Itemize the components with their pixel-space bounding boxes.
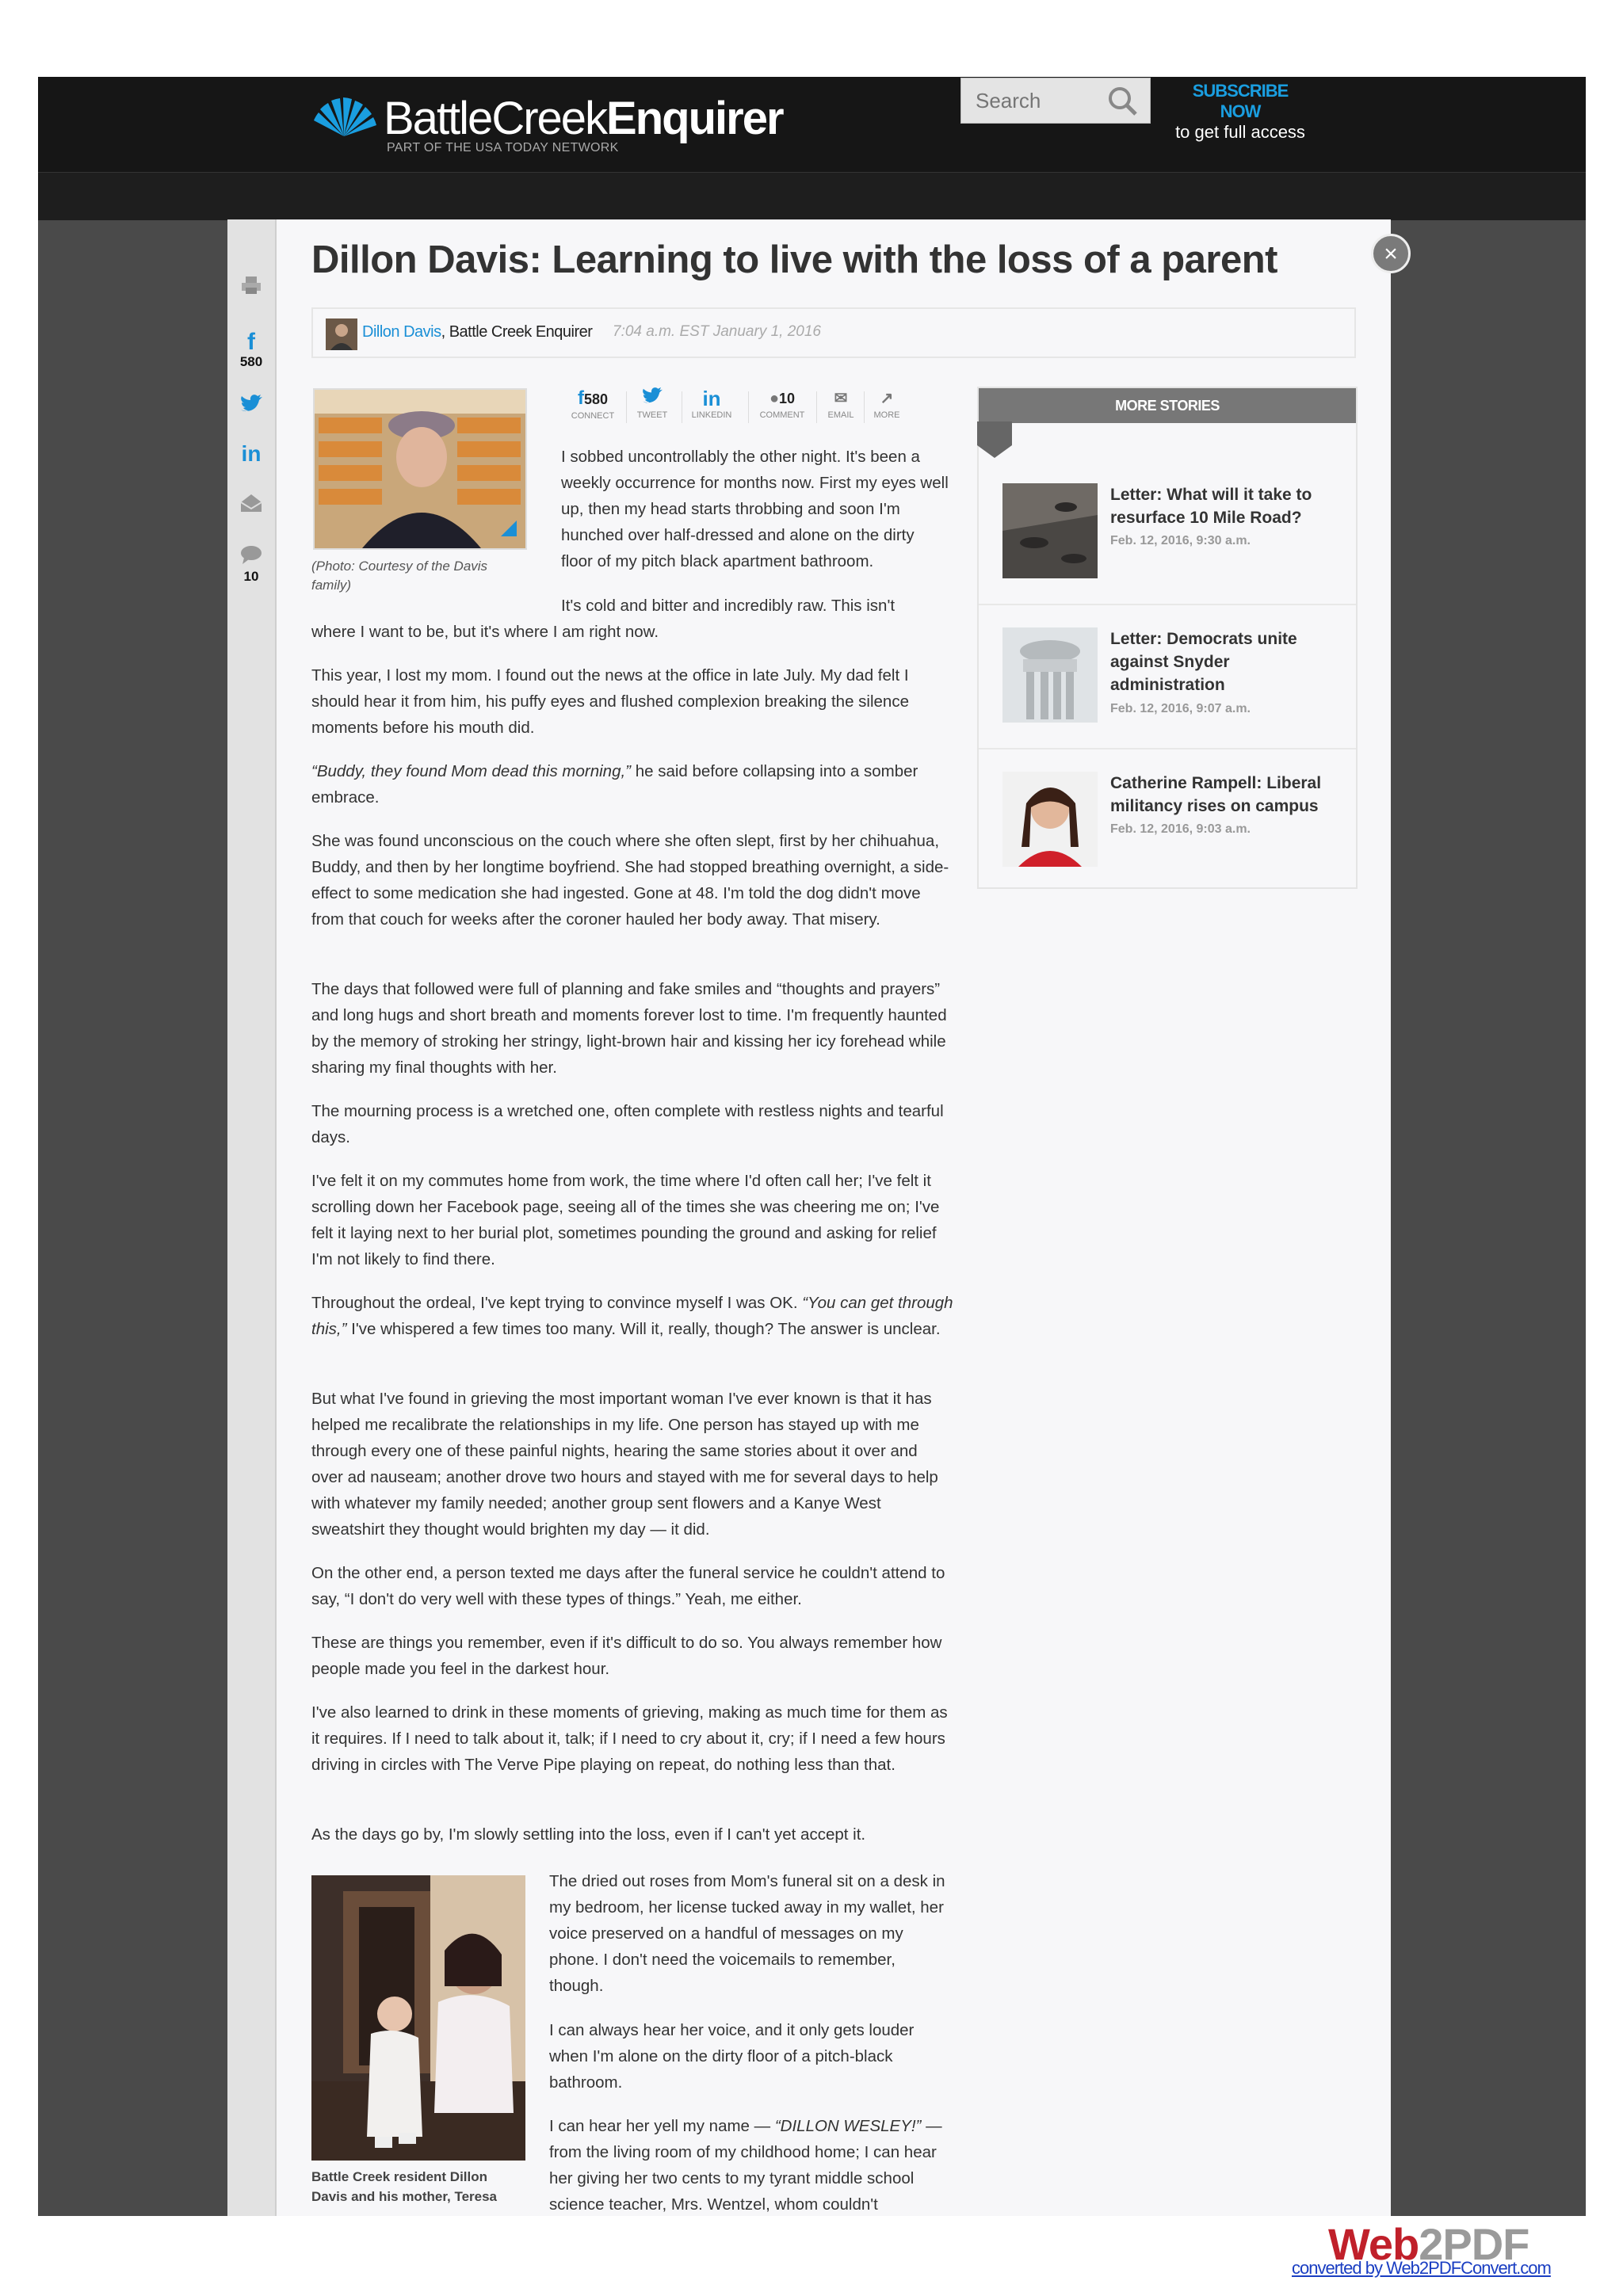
comment-count: 10 xyxy=(243,569,259,584)
twitter-icon xyxy=(632,387,672,410)
paragraph: But what I've found in grieving the most important woman I've ever known is that it has helped me recalibrate the relationships in my life. One person has stayed up with me through every one of these painful nights, hearing the same stories about it over and over ad nauseam; another drove two hours and stayed with me for several days to help with whatever my family needed; another group sent flowers and a Kanye West sweatshirt they thought would brighten my day — it did. xyxy=(311,1390,938,1539)
subscribe-title: SUBSCRIBE NOW xyxy=(1192,81,1289,121)
facebook-share-button[interactable] xyxy=(227,330,275,370)
twitter-share-button[interactable] xyxy=(227,394,275,418)
email-icon xyxy=(239,493,263,513)
author-avatar xyxy=(326,318,357,350)
story-thumbnail xyxy=(1002,627,1098,723)
paragraph: I can always hear her voice, and it only gets louder when I'm alone on the dirty floor of a pitch-black bathroom. xyxy=(549,2021,915,2092)
email-icon: ✉ xyxy=(834,390,848,407)
comment-icon: ●10 xyxy=(769,390,796,407)
share-email[interactable]: ✉ EMAIL xyxy=(821,387,861,420)
share-rail xyxy=(227,219,277,2216)
comment-icon xyxy=(239,544,263,565)
facebook-count: 580 xyxy=(239,354,263,369)
web2pdf-logo: Web2PDF xyxy=(1328,2219,1529,2269)
paragraph: She was found unconscious on the couch where she often slept, first by her chihuahua, Buddy, and then by her longtime boyfriend. She had stopped breathing overnight, a side-effect to some medication she had ingested. Gone at 48. I'm told the dog didn't move from that couch for weeks after the coroner hauled her body away. That misery. xyxy=(311,832,949,929)
close-icon: × xyxy=(1384,241,1398,267)
paragraph: These are things you remember, even if it's difficult to do so. You always remember how people made you feel in the darkest hour. xyxy=(311,1634,942,1678)
paragraph: The mourning process is a wretched one, often complete with restless nights and tearful days. xyxy=(311,1102,944,1146)
search-box[interactable] xyxy=(960,78,1151,124)
paragraph: This year, I lost my mom. I found out the news at the office in late July. My dad felt I should hear it from him, his puffy eyes and flushed complexion breaking the silence moments before his mouth did. xyxy=(311,666,909,737)
paragraph: On the other end, a person texted me days after the funeral service he couldn't attend to say, “I don't do very well with these types of things.” Yeah, me either. xyxy=(311,1564,945,1608)
story-title[interactable]: Letter: What will it take to resurface 10 Mile Road? xyxy=(1110,486,1312,527)
story-thumbnail xyxy=(1002,772,1098,867)
more-stories-panel xyxy=(977,387,1358,889)
share-connect[interactable]: f580 CONNECT xyxy=(569,387,617,421)
quote: “Buddy, they found Mom dead this morning,” xyxy=(311,762,631,780)
story-date: Feb. 12, 2016, 9:03 a.m. xyxy=(1110,822,1251,836)
author-line xyxy=(362,323,592,341)
paragraph: Throughout the ordeal, I've kept trying to convince myself I was OK. “You can get through this,” I've whispered a few times too many. Will it, really, though? The answer is unclear. xyxy=(311,1294,953,1338)
story-title[interactable]: Letter: Democrats unite against Snyder administration xyxy=(1110,630,1297,694)
close-button[interactable] xyxy=(1371,234,1411,273)
linkedin-icon: in xyxy=(241,441,262,466)
paragraph: I've felt it on my commutes home from work, the time where I'd often call her; I've felt it scrolling down her Facebook page, seeing all of the times she was cheering me on; I've felt it laying next to her burial plot, sometimes pounding the ground and asking for relief I'm not likely to find there. xyxy=(311,1172,940,1268)
quote: “DILLON WESLEY!” xyxy=(774,2117,922,2135)
subscribe-subtitle: to get full access xyxy=(1175,122,1305,142)
web2pdf-watermark xyxy=(1292,2217,1577,2296)
subscribe-link[interactable] xyxy=(1173,81,1308,143)
print-button[interactable] xyxy=(227,275,275,299)
web2pdf-link[interactable]: converted by Web2PDFConvert.com xyxy=(1292,2258,1551,2278)
email-share-button[interactable] xyxy=(227,493,275,517)
paragraph: “Buddy, they found Mom dead this morning,” he said before collapsing into a somber embrace. xyxy=(311,762,918,807)
story-date: Feb. 12, 2016, 9:07 a.m. xyxy=(1110,702,1251,715)
paragraph: As the days go by, I'm slowly settling into the loss, even if I can't yet accept it. xyxy=(311,1825,866,1844)
photo-caption: Battle Creek resident Dillon Davis and his mother, Teresa xyxy=(311,2169,497,2204)
facebook-icon: f580 xyxy=(577,387,609,409)
site-logo[interactable] xyxy=(311,93,783,157)
ribbon-fold-icon xyxy=(977,421,1014,458)
story-date: Feb. 12, 2016, 9:30 a.m. xyxy=(1110,534,1251,547)
linkedin-icon: in xyxy=(702,387,721,410)
share-more-icon: ↗ xyxy=(880,390,894,407)
paragraph: It's cold and bitter and incredibly raw. This isn't xyxy=(561,597,896,615)
quote: “You can get through this,” xyxy=(311,1294,953,1338)
search-input[interactable] xyxy=(974,88,1112,114)
brand-name: BattleCreekEnquirer xyxy=(384,93,783,144)
share-comment[interactable]: ●10 COMMENT xyxy=(754,387,810,420)
article-photo[interactable] xyxy=(313,388,527,550)
paragraph: I sobbed uncontrollably the other night. It's been a weekly occurrence for months now. First my eyes well up, then my head starts throbbing and soon I'm hunched over half-dressed and alone on the dirty floor of my pitch black apartment bathroom. xyxy=(561,448,949,570)
share-more[interactable]: ↗ MORE xyxy=(869,387,905,420)
brand-network: PART OF THE USA TODAY NETWORK xyxy=(387,141,619,154)
sunburst-logo-icon xyxy=(311,97,377,138)
more-stories-heading: MORE STORIES xyxy=(979,388,1356,423)
paragraph: I've also learned to drink in these moments of grieving, making as much time for them as it requires. If I need to talk about it, talk; if I need to cry about it, cry; if I need a few hours driving in circles with The Verve Pipe playing on repeat, do nothing less than that. xyxy=(311,1703,948,1774)
nav-bar xyxy=(38,172,1586,220)
share-linkedin[interactable]: in LINKEDIN xyxy=(688,387,735,420)
author-link[interactable]: Dillon Davis xyxy=(362,323,441,341)
story-thumbnail xyxy=(1002,483,1098,578)
twitter-icon xyxy=(239,394,263,414)
site-header xyxy=(38,77,1586,172)
paragraph: I can hear her yell my name — “DILLON WESLEY!” — from the living room of my childhood home; I can hear her giving her two cents to my tyrant middle school science teacher, Mrs. Wentzel, whom couldn't xyxy=(549,2117,942,2214)
linkedin-share-button[interactable] xyxy=(227,441,275,467)
print-icon xyxy=(240,275,262,296)
paragraph: The dried out roses from Mom's funeral sit on a desk in my bedroom, her license tucked away in my wallet, her voice preserved on a handful of messages on my phone. I don't need the voicemails to remember, though. xyxy=(549,1872,945,1995)
article-headline: Dillon Davis: Learning to live with the loss of a parent xyxy=(311,238,1277,281)
story-title[interactable]: Catherine Rampell: Liberal militancy rises on campus xyxy=(1110,774,1322,815)
search-icon[interactable] xyxy=(1106,85,1140,120)
facebook-icon: f xyxy=(247,329,255,355)
publish-date: 7:04 a.m. EST January 1, 2016 xyxy=(613,323,821,340)
family-photo[interactable] xyxy=(311,1875,525,2161)
photo-caption: (Photo: Courtesy of the Davis family) xyxy=(311,559,488,593)
share-tweet[interactable]: TWEET xyxy=(632,387,672,420)
author-org: , Battle Creek Enquirer xyxy=(441,323,593,341)
byline xyxy=(311,307,1356,358)
paragraph: The days that followed were full of planning and fake smiles and “thoughts and prayers” and long hugs and short breath and moments forever lost to time. I'm frequently haunted by the memory of stroking her stringy, light-brown hair and kissing her icy forehead while sharing my final thoughts with her. xyxy=(311,980,947,1077)
comment-button[interactable] xyxy=(227,544,275,585)
paragraph: where I want to be, but it's where I am right now. xyxy=(311,623,659,641)
